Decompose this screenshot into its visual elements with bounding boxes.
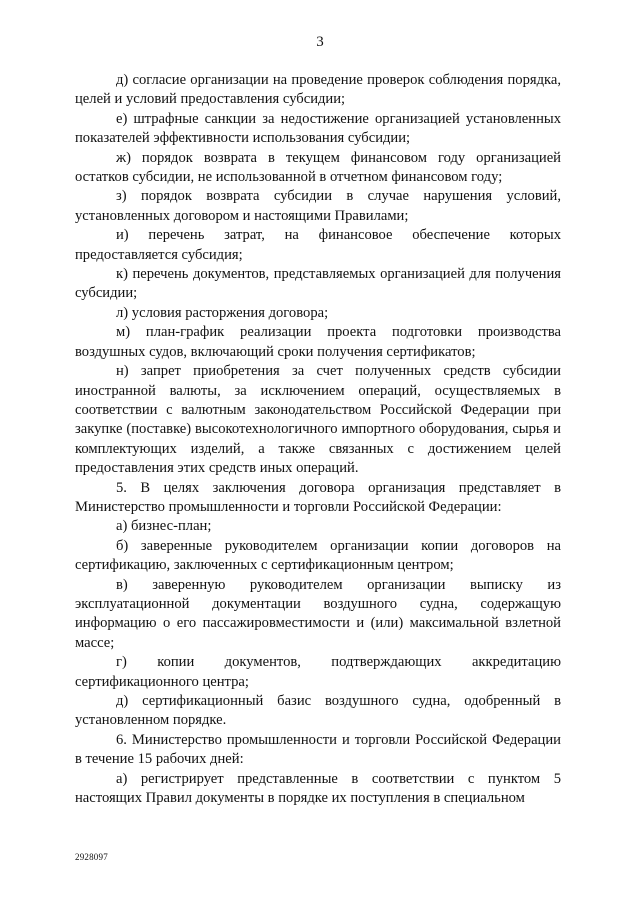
paragraph-l-termination: л) условия расторжения договора; <box>116 304 329 321</box>
paragraph-i-costs: и) перечень затрат, на финансовое обеспечение которых предоставляется субсидия; <box>75 227 561 263</box>
paragraph-zh-return-remainder: ж) порядок возврата в текущем финансовом году организацией остатков субсидии, не использованной в отчетном финансовом году; <box>75 149 561 186</box>
paragraph-5g-accreditation: г) копии документов, подтверждающих аккредитацию сертификационного центра; <box>75 654 561 690</box>
paragraph-n-currency-ban: н) запрет приобретения за счет полученных средств субсидии иностранной валюты, за исключением операций, осуществляемых в соответствии с валютным законодательством Российской Федерации при закупке (поставке) высокотехнологичного импортного оборудования, сырья и комплектующих изделий, а также связанных с достижением целей предоставления этих средств иных операций. <box>75 363 561 477</box>
paragraph-d-consent: д) согласие организации на проведение проверок соблюдения порядка, целей и условий предоставления субсидии; <box>75 72 561 108</box>
paragraph-5b-contracts: б) заверенные руководителем организации копии договоров на сертификацию, заключенных с сертификационным центром; <box>75 537 561 574</box>
paragraph-k-documents-list: к) перечень документов, представляемых организацией для получения субсидии; <box>75 266 561 302</box>
paragraph-6a-registers: а) регистрирует представленные в соответствии с пунктом 5 настоящих Правил документы в порядке их поступления в специальном <box>75 770 561 807</box>
paragraph-m-schedule: м) план-график реализации проекта подготовки производства воздушных судов, включающий сроки получения сертификатов; <box>75 324 561 360</box>
paragraph-z-return-violation: з) порядок возврата субсидии в случае нарушения условий, установленных договором и настоящими Правилами; <box>75 188 561 224</box>
page-number: 3 <box>316 34 324 50</box>
document-id: 2928097 <box>75 852 108 862</box>
paragraph-5v-extract: в) заверенную руководителем организации выписку из эксплуатационной документации воздушного судна, содержащую информацию о его пассажировместимости и (или) максимальной взлетной массе; <box>75 576 561 651</box>
document-body <box>75 71 561 808</box>
paragraph-6-intro: 6. Министерство промышленности и торговли Российской Федерации в течение 15 рабочих дней: <box>75 731 561 768</box>
paragraph-5a-business-plan: а) бизнес-план; <box>116 518 212 535</box>
paragraph-5d-cert-basis: д) сертификационный базис воздушного судна, одобренный в установленном порядке. <box>75 693 561 729</box>
paragraph-5-intro: 5. В целях заключения договора организация представляет в Министерство промышленности и торговли Российской Федерации: <box>75 479 561 515</box>
paragraph-e-penalties: е) штрафные санкции за недостижение организацией установленных показателей эффективности использования субсидии; <box>75 110 561 147</box>
